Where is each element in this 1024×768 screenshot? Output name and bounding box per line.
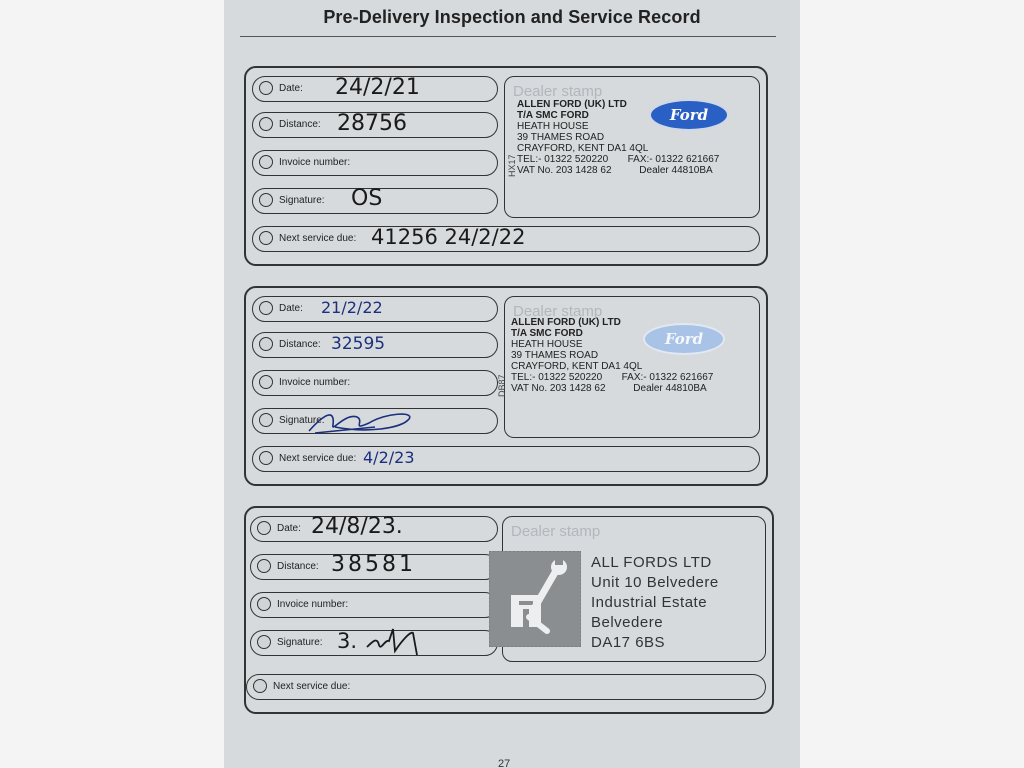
radio-circle-icon	[259, 337, 273, 351]
ford-logo-text: Ford	[669, 106, 709, 124]
date-label: Date:	[277, 523, 301, 534]
radio-circle-icon	[257, 559, 271, 573]
invoice-label: Invoice number:	[279, 157, 351, 168]
ford-logo	[643, 323, 725, 355]
radio-circle-icon	[257, 635, 271, 649]
signature-value: 3.	[337, 629, 358, 653]
dealer-initials: DB87	[497, 374, 507, 397]
signature-scribble	[305, 403, 425, 437]
dealer-stamp-label: Dealer stamp	[511, 523, 601, 540]
signature-field	[250, 630, 498, 656]
dealer-stamp-box	[504, 76, 760, 218]
wrench-gear-icon	[489, 551, 581, 647]
radio-circle-icon	[259, 117, 273, 131]
next-service-value: 41256 24/2/22	[371, 225, 526, 249]
distance-value: 38581	[331, 552, 416, 577]
radio-circle-icon	[259, 413, 273, 427]
date-field	[250, 516, 498, 542]
radio-circle-icon	[259, 451, 273, 465]
date-value: 24/2/21	[335, 75, 420, 100]
page-title: Pre-Delivery Inspection and Service Record	[323, 7, 701, 27]
radio-circle-icon	[259, 155, 273, 169]
invoice-label: Invoice number:	[277, 599, 349, 610]
distance-label: Distance:	[277, 561, 319, 572]
service-record-card-3	[244, 506, 774, 714]
ford-logo-text: Ford	[664, 330, 704, 348]
radio-circle-icon	[259, 231, 273, 245]
service-record-page	[224, 0, 800, 768]
signature-value: OS	[351, 186, 383, 211]
dealer-initials: HX17	[507, 154, 517, 177]
date-label: Date:	[279, 83, 303, 94]
radio-circle-icon	[259, 301, 273, 315]
signature-label: Signature:	[277, 637, 323, 648]
dealer-stamp-label: Dealer stamp	[513, 83, 603, 100]
signature-label: Signature:	[279, 195, 325, 206]
radio-circle-icon	[257, 521, 271, 535]
dealer-stamp-label: Dealer stamp	[513, 303, 603, 320]
distance-value: 28756	[337, 111, 407, 136]
dealer-stamp-address: HEATH HOUSE 39 THAMES ROAD CRAYFORD, KENT DA1 4QL TEL:- 01322 520220 FAX:- 01322 621667 VAT No. 203 1428 62 Dealer 44810BA	[517, 121, 720, 176]
distance-field	[250, 554, 498, 580]
page-number: 27	[498, 758, 511, 768]
signature-scribble	[363, 621, 443, 661]
next-service-value: 4/2/23	[363, 448, 415, 467]
next-service-label: Next service due:	[273, 681, 351, 692]
dealer-stamp-address: ALL FORDS LTD Unit 10 Belvedere Industrial Estate Belvedere DA17 6BS	[591, 554, 719, 651]
radio-circle-icon	[259, 81, 273, 95]
ford-logo	[649, 99, 729, 131]
distance-label: Distance:	[279, 339, 321, 350]
dealer-stamp-name: ALLEN FORD (UK) LTD T/A SMC FORD	[511, 317, 621, 339]
invoice-label: Invoice number:	[279, 377, 351, 388]
distance-field	[252, 112, 498, 138]
signature-field	[252, 408, 498, 434]
radio-circle-icon	[253, 679, 267, 693]
dealer-stamp-address: HEATH HOUSE 39 THAMES ROAD CRAYFORD, KENT DA1 4QL TEL:- 01322 520220 FAX:- 01322 621667 VAT No. 203 1428 62 Dealer 44810BA	[511, 339, 714, 394]
dealer-stamp-name: ALLEN FORD (UK) LTD T/A SMC FORD	[517, 99, 627, 121]
radio-circle-icon	[257, 597, 271, 611]
invoice-field	[250, 592, 498, 618]
next-service-field	[246, 674, 766, 700]
next-service-label: Next service due:	[279, 453, 357, 464]
next-service-label: Next service due:	[279, 233, 357, 244]
date-value: 24/8/23.	[311, 514, 403, 539]
title-divider	[240, 36, 776, 37]
dealer-stamp-box	[502, 516, 766, 662]
invoice-field	[252, 150, 498, 176]
date-value: 21/2/22	[321, 298, 383, 317]
next-service-field	[252, 446, 760, 472]
signature-label: Signature:	[279, 415, 325, 426]
distance-label: Distance:	[279, 119, 321, 130]
date-field	[252, 76, 498, 102]
date-field	[252, 296, 498, 322]
distance-field	[252, 332, 498, 358]
next-service-field	[252, 226, 760, 252]
radio-circle-icon	[259, 375, 273, 389]
date-label: Date:	[279, 303, 303, 314]
service-record-card-1	[244, 66, 768, 266]
signature-field	[252, 188, 498, 214]
invoice-field	[252, 370, 498, 396]
dealer-stamp-box	[497, 296, 760, 438]
distance-value: 32595	[331, 334, 386, 354]
service-record-card-2	[244, 286, 768, 486]
radio-circle-icon	[259, 193, 273, 207]
